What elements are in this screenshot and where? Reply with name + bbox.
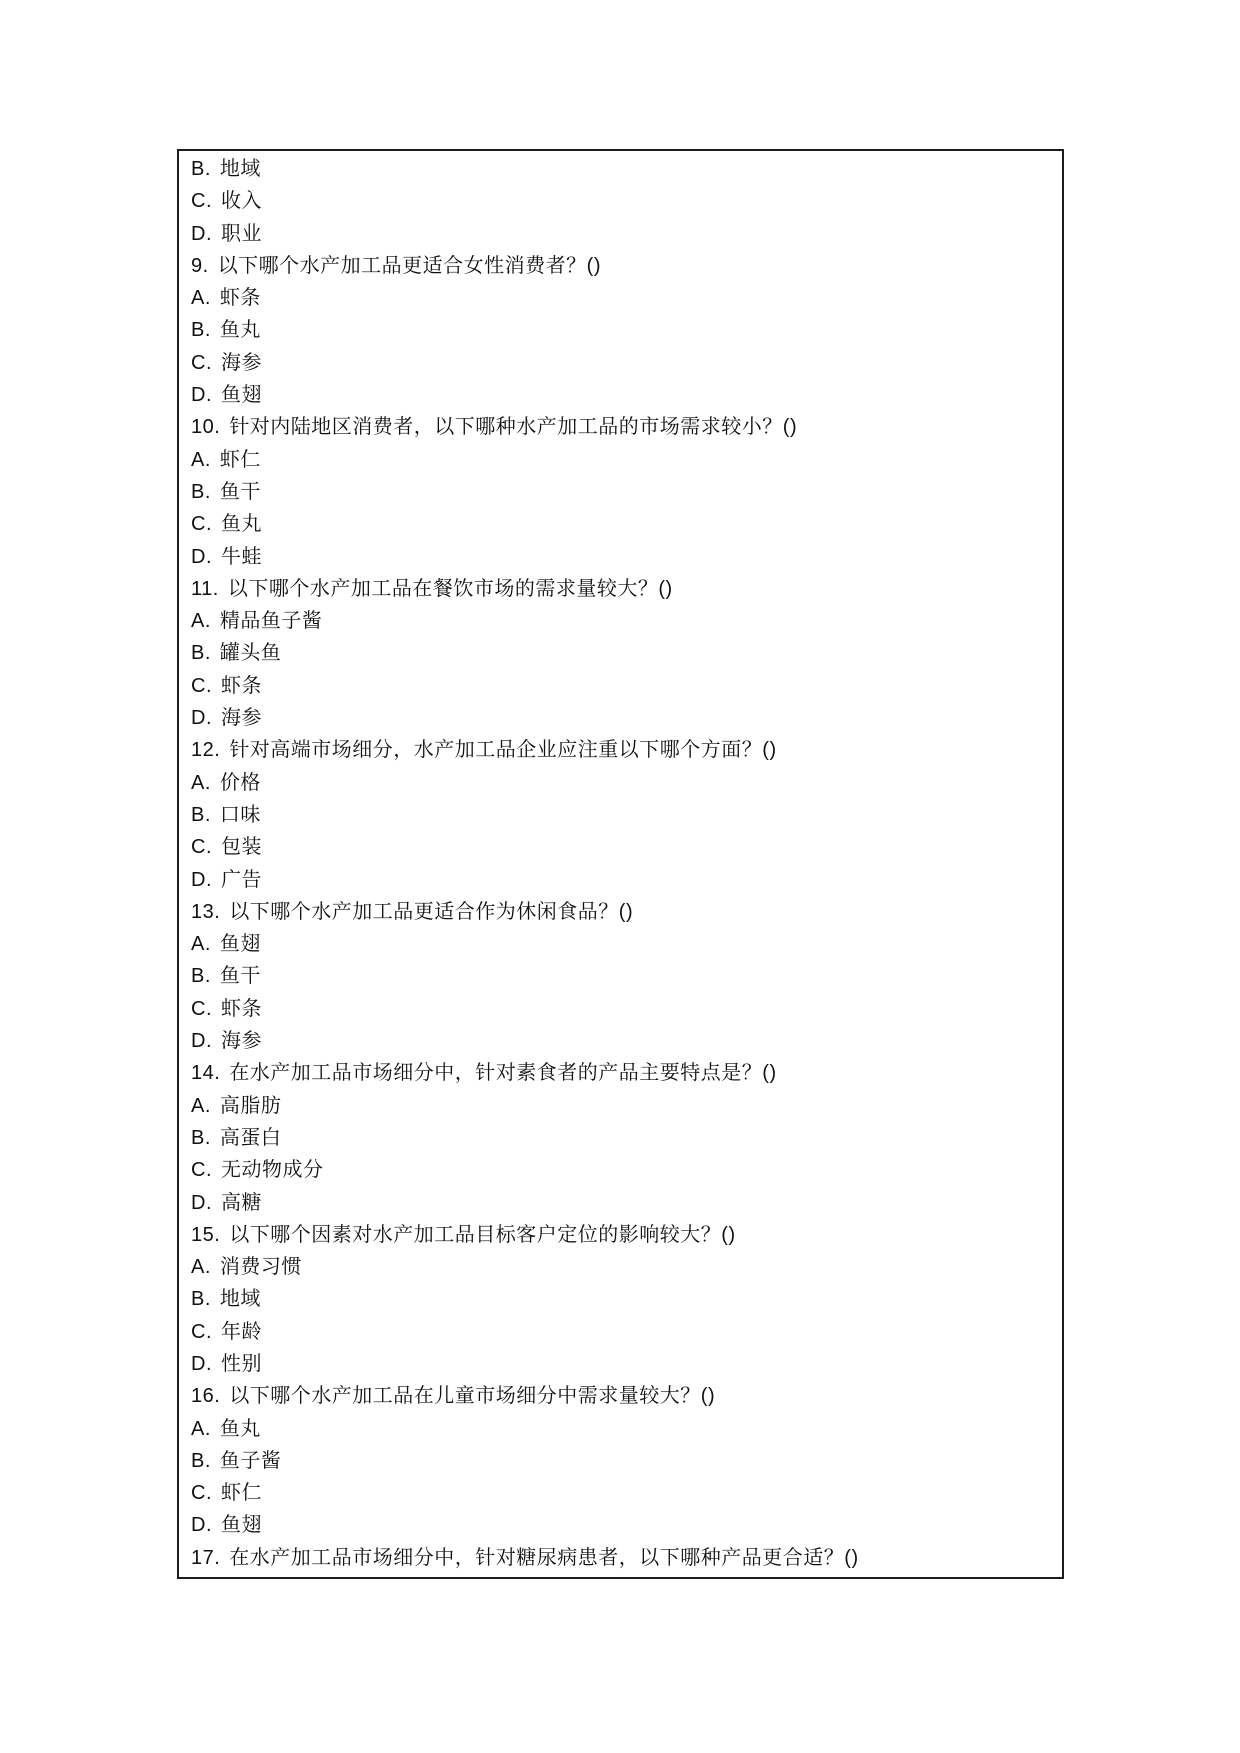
option-label: C. [191, 1159, 212, 1182]
question-number: 15. [191, 1223, 221, 1246]
option-line [191, 1445, 1046, 1477]
question-stem: 针对内陆地区消费者，以下哪种水产加工品的市场需求较小？() [229, 416, 798, 439]
option-text: 海参 [221, 1030, 262, 1053]
question-line [191, 250, 1046, 282]
option-text: 包装 [221, 836, 262, 859]
option-label: D. [191, 1030, 212, 1053]
option-text: 鱼干 [219, 965, 261, 988]
option-text: 海参 [221, 351, 262, 374]
question-stem: 针对高端市场细分，水产加工品企业应注重以下哪个方面？() [229, 739, 777, 762]
question-stem: 以下哪个水产加工品更适合作为休闲食品？() [229, 900, 634, 923]
option-line [191, 1090, 1046, 1122]
option-line [191, 1509, 1046, 1541]
option-line [191, 1283, 1046, 1315]
option-line [191, 185, 1046, 217]
option-line [191, 153, 1046, 185]
option-line [191, 1413, 1046, 1445]
option-text: 高蛋白 [219, 1126, 282, 1149]
option-line [191, 1348, 1046, 1380]
option-label: D. [191, 868, 212, 891]
question-lines [179, 151, 1062, 1574]
option-label: A. [191, 1256, 211, 1279]
option-label: D. [191, 707, 212, 730]
option-label: B. [191, 158, 211, 180]
option-line [191, 476, 1046, 508]
option-text: 职业 [221, 222, 262, 245]
option-label: A. [191, 1417, 211, 1440]
option-text: 鱼丸 [221, 513, 262, 536]
option-label: D. [191, 384, 212, 407]
option-text: 虾条 [221, 997, 262, 1020]
option-line [191, 347, 1046, 379]
option-line [191, 1316, 1046, 1348]
option-line [191, 767, 1046, 799]
option-text: 消费习惯 [219, 1256, 302, 1279]
option-text: 价格 [219, 771, 261, 794]
question-stem: 以下哪个水产加工品在儿童市场细分中需求量较大？() [229, 1385, 716, 1408]
question-number: 16. [191, 1385, 221, 1408]
option-line [191, 831, 1046, 863]
question-line [191, 896, 1046, 928]
question-stem: 以下哪个水产加工品更适合女性消费者？() [217, 254, 602, 277]
question-number: 14. [191, 1062, 221, 1085]
option-text: 虾条 [219, 287, 261, 310]
option-label: D. [191, 545, 212, 568]
question-line [191, 734, 1046, 766]
option-label: B. [191, 319, 211, 342]
option-label: D. [191, 222, 212, 245]
option-label: A. [191, 287, 211, 310]
option-line [191, 379, 1046, 411]
question-number: 13. [191, 900, 221, 923]
option-line [191, 1154, 1046, 1186]
option-label: B. [191, 1288, 211, 1311]
option-label: B. [191, 642, 211, 665]
option-text: 牛蛙 [221, 545, 262, 568]
option-label: C. [191, 674, 212, 697]
option-text: 地域 [219, 1288, 261, 1311]
option-text: 年龄 [221, 1320, 262, 1343]
question-number: 10. [191, 416, 221, 439]
option-text: 鱼翅 [221, 1514, 262, 1537]
question-line [191, 1057, 1046, 1089]
option-label: C. [191, 836, 212, 859]
option-text: 性别 [221, 1352, 262, 1375]
option-text: 罐头鱼 [219, 642, 282, 665]
option-line [191, 218, 1046, 250]
question-line [191, 1380, 1046, 1412]
option-line [191, 508, 1046, 540]
question-stem: 在水产加工品市场细分中，针对糖尿病患者，以下哪种产品更合适？() [229, 1546, 859, 1569]
option-line [191, 1122, 1046, 1154]
option-line [191, 702, 1046, 734]
option-text: 收入 [221, 190, 262, 213]
option-text: 鱼干 [219, 480, 261, 503]
option-text: 地域 [219, 158, 261, 180]
question-stem: 以下哪个因素对水产加工品目标客户定位的影响较大？() [229, 1223, 736, 1246]
option-line [191, 1025, 1046, 1057]
question-stem: 在水产加工品市场细分中，针对素食者的产品主要特点是？() [229, 1062, 777, 1085]
option-label: C. [191, 1482, 212, 1505]
option-line [191, 541, 1046, 573]
option-text: 鱼子酱 [219, 1449, 282, 1472]
option-line [191, 282, 1046, 314]
option-text: 鱼翅 [221, 384, 262, 407]
option-text: 高糖 [221, 1191, 262, 1214]
option-text: 海参 [221, 707, 262, 730]
option-line [191, 1187, 1046, 1219]
option-line [191, 670, 1046, 702]
option-text: 鱼丸 [219, 1417, 261, 1440]
option-label: A. [191, 610, 211, 633]
option-label: B. [191, 965, 211, 988]
option-text: 鱼翅 [219, 933, 261, 956]
option-line [191, 799, 1046, 831]
option-line [191, 1477, 1046, 1509]
question-line [191, 1219, 1046, 1251]
option-text: 口味 [219, 803, 261, 826]
option-text: 高脂肪 [219, 1094, 282, 1117]
option-label: C. [191, 190, 212, 213]
question-number: 17. [191, 1546, 221, 1569]
option-line [191, 444, 1046, 476]
option-label: A. [191, 933, 211, 956]
option-label: B. [191, 803, 211, 826]
question-stem: 以下哪个水产加工品在餐饮市场的需求量较大？() [227, 577, 673, 600]
option-label: D. [191, 1191, 212, 1214]
option-text: 广告 [221, 868, 262, 891]
option-label: B. [191, 1449, 211, 1472]
question-number: 12. [191, 739, 221, 762]
option-line [191, 1251, 1046, 1283]
option-line [191, 637, 1046, 669]
option-line [191, 993, 1046, 1025]
option-label: A. [191, 1094, 211, 1117]
option-label: B. [191, 480, 211, 503]
question-number: 11. [191, 577, 219, 600]
question-line [191, 1542, 1046, 1574]
option-label: D. [191, 1514, 212, 1537]
option-label: C. [191, 997, 212, 1020]
option-line [191, 864, 1046, 896]
question-line [191, 573, 1046, 605]
question-line [191, 411, 1046, 443]
option-label: B. [191, 1126, 211, 1149]
option-line [191, 314, 1046, 346]
question-number: 9. [191, 254, 209, 277]
option-label: D. [191, 1352, 212, 1375]
option-label: A. [191, 771, 211, 794]
option-label: A. [191, 448, 211, 471]
option-label: C. [191, 351, 212, 374]
option-label: C. [191, 1320, 212, 1343]
option-text: 鱼丸 [219, 319, 261, 342]
option-text: 精品鱼子酱 [219, 610, 323, 633]
option-line [191, 960, 1046, 992]
option-text: 虾仁 [221, 1482, 262, 1505]
content-frame [177, 149, 1064, 1579]
option-text: 虾条 [221, 674, 262, 697]
option-text: 无动物成分 [221, 1159, 324, 1182]
option-text: 虾仁 [219, 448, 261, 471]
option-label: C. [191, 513, 212, 536]
option-line [191, 605, 1046, 637]
option-line [191, 928, 1046, 960]
